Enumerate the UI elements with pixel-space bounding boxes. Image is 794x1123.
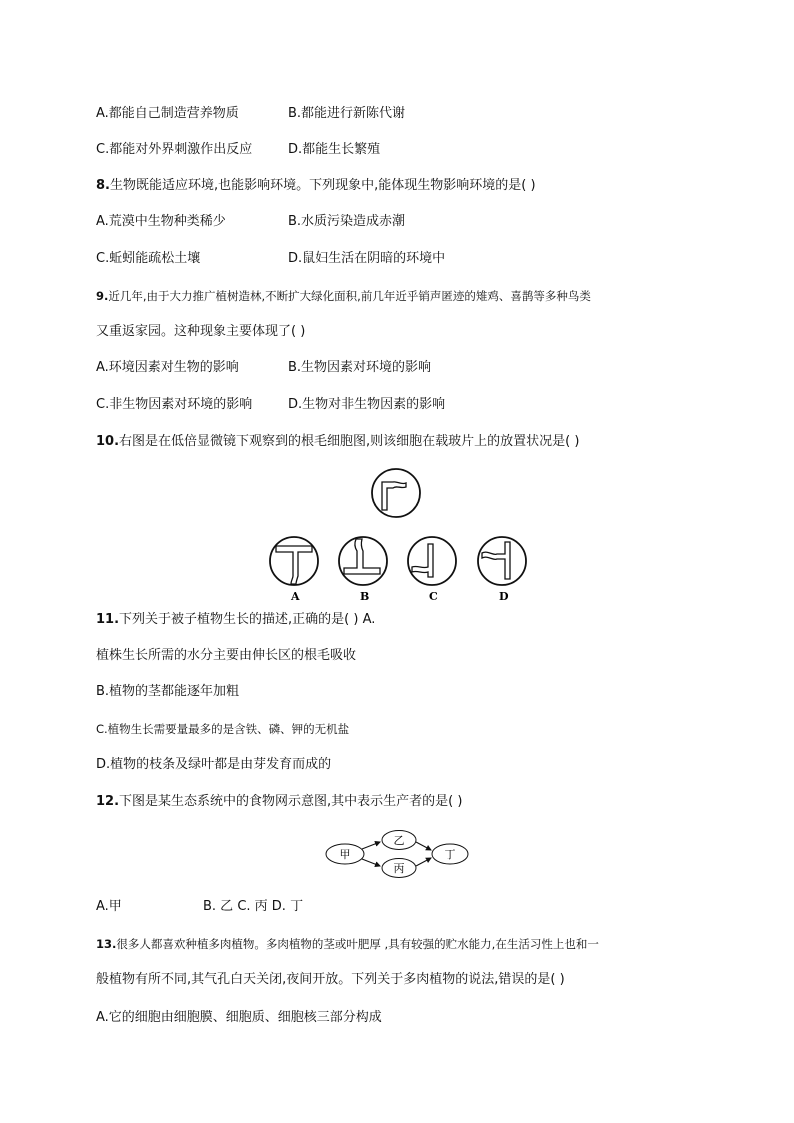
option-d-label: D <box>499 590 509 603</box>
q9-number: 9. <box>96 289 109 303</box>
q8-stem-line <box>96 177 536 195</box>
q9-stem-1: 近几年,由于大力推广植树造林,不断扩大绿化面积,前几年近乎销声匿迹的雉鸡、喜鹊等多种鸟类 <box>108 289 591 303</box>
q10-number: 10. <box>96 434 120 449</box>
q8-stem: 生物既能适应环境,也能影响环境。下列现象中,能体现生物影响环境的是( ) <box>109 178 536 193</box>
option-c-label: C <box>429 590 438 603</box>
q12-number: 12. <box>96 794 120 809</box>
q13-option-a: A.它的细胞由细胞膜、细胞质、细胞核三部分构成 <box>96 1010 382 1025</box>
q11-number: 11. <box>96 612 120 627</box>
q11-option-d: D.植物的枝条及绿叶都是由芽发育而成的 <box>96 757 332 772</box>
option-a-label: A <box>291 590 300 603</box>
arrow-jia-bing <box>362 859 380 866</box>
q9-stem-line-2: 又重返家园。这种现象主要体现了( ) <box>96 324 306 339</box>
q13-number: 13. <box>96 937 117 951</box>
q13-stem-1: 很多人都喜欢种植多肉植物。多肉植物的茎或叶肥厚 ,具有较强的贮水能力,在生活习性上也和一 <box>116 937 599 951</box>
q7-option-b: B.都能进行新陈代谢 <box>288 106 406 121</box>
node-ding-label: 丁 <box>444 848 456 861</box>
q11-stem: 下列关于被子植物生长的描述,正确的是( ) A. <box>119 612 376 627</box>
q7-option-d: D.都能生长繁殖 <box>288 142 381 157</box>
q10-stem-line <box>96 433 579 451</box>
node-bing-label: 丙 <box>393 862 405 875</box>
arrow-jia-yi <box>362 842 380 849</box>
q10-stem: 右图是在低倍显微镜下观察到的根毛细胞图,则该细胞在载玻片上的放置状况是( ) <box>119 434 580 449</box>
q8-option-d: D.鼠妇生活在阴暗的环境中 <box>288 251 446 266</box>
q8-option-b: B.水质污染造成赤潮 <box>288 214 406 229</box>
q13-stem-line-1 <box>96 935 599 953</box>
arrow-yi-ding <box>416 842 431 850</box>
option-a-image <box>270 537 318 603</box>
food-web-diagram <box>322 826 472 882</box>
q9-option-b: B.生物因素对环境的影响 <box>288 360 432 375</box>
q8-option-c: C.蚯蚓能疏松土壤 <box>96 251 201 266</box>
option-b-image <box>339 537 387 603</box>
q9-option-d: D.生物对非生物因素的影响 <box>288 397 446 412</box>
observed-cell-image <box>372 469 420 517</box>
node-yi-label: 乙 <box>393 834 405 847</box>
q11-option-b: B.植物的茎都能逐年加粗 <box>96 684 240 699</box>
q8-number: 8. <box>96 178 110 193</box>
q9-option-c: C.非生物因素对环境的影响 <box>96 397 253 412</box>
q11-option-c: C.植物生长需要量最多的是含铁、磷、钾的无机盐 <box>96 722 350 736</box>
q11-option-a-text: 植株生长所需的水分主要由伸长区的根毛吸收 <box>96 648 357 663</box>
q11-stem-line <box>96 611 375 629</box>
q9-stem-line-1 <box>96 287 591 305</box>
q13-stem-line-2: 般植物有所不同,其气孔白天关闭,夜间开放。下列关于多肉植物的说法,错误的是( ) <box>96 972 565 987</box>
node-jia-label: 甲 <box>339 848 351 861</box>
q8-option-a: A.荒漠中生物种类稀少 <box>96 214 226 229</box>
q7-option-a: A.都能自己制造营养物质 <box>96 106 239 121</box>
root-hair-cell-figure <box>260 466 540 606</box>
arrow-bing-ding <box>416 858 431 866</box>
option-c-image <box>408 537 456 603</box>
q12-stem-line <box>96 793 462 811</box>
q12-stem: 下图是某生态系统中的食物网示意图,其中表示生产者的是( ) <box>119 794 463 809</box>
option-b-label: B <box>360 590 370 603</box>
q7-option-c: C.都能对外界刺激作出反应 <box>96 142 253 157</box>
q9-option-a: A.环境因素对生物的影响 <box>96 360 239 375</box>
q12-options-bcd: B. 乙 C. 丙 D. 丁 <box>203 899 304 914</box>
q12-option-a: A.甲 <box>96 899 122 914</box>
option-d-image <box>478 537 526 603</box>
